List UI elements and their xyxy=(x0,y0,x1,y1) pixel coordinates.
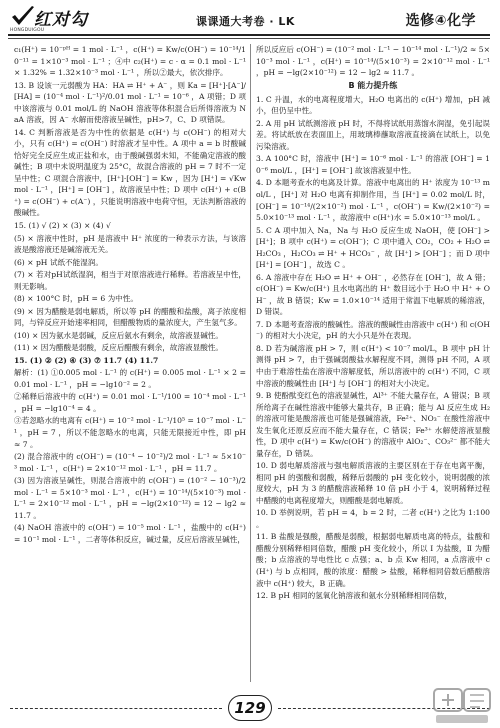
answer-15-ph: 15. (1) ② (2) ④ (3) ⑦ 11.7 (4) 11.7 xyxy=(14,355,159,365)
solution-1: 解析：(1) ①0.005 mol · L⁻¹ 的 c(H⁺) = 0.005 mol · L⁻¹ × 2 = 0.01 mol · L⁻¹ ，pH = −lg10⁻² = 2 。 xyxy=(14,368,246,389)
volume-title: 选修④化学 xyxy=(405,13,476,29)
page-number: 129 xyxy=(234,698,266,717)
answer-b10a: 10. D 弱电解质溶液与强电解质溶液的主要区别在于存在电离平衡，相同 pH 的强酸和弱酸，稀释后弱酸的 pH 变化较小，说明弱酸的浓度较大，pH 为 3 的醋酸溶液稀释 10 倍 pH 小于 4，说明稀释过程中醋酸的电离程度增大，则醋酸是弱电解质。 xyxy=(256,461,490,505)
column-divider xyxy=(250,44,251,682)
answer-b7: 7. D 本题考查溶液的酸碱性。溶液的酸碱性由溶液中 c(H⁺) 和 c(OH⁻) 的相对大小决定，pH 的大小只是外在表现。 xyxy=(256,319,490,341)
answer-13: 13. B 设该一元弱酸为 HA：HA ⇌ H⁺ + A⁻ ，则 Ka = [H⁺]·[A⁻]/[HA] = (10⁻⁴ mol · L⁻¹)²/0.01 mol · L⁻¹ = 10⁻⁶ ，A 项错；D 项中该溶液与 0.01 mol/L 的 NaOH 溶液等体积混合后所得溶液为 NaA 溶液，因 A⁻ 水解而使溶液呈碱性，pH>7，C、D 项错误。 xyxy=(14,80,246,125)
answer-b10b: 10. D 举例说明，若 pH = 4，b = 2 时，二者 c(H⁺) 之比为 1:100 。 xyxy=(256,508,490,529)
answer-b9: 9. B 使酚酞变红色的溶液显碱性，Al³⁺ 不能大量存在，A 错误；B 项所给离子在碱性溶液中能够大量共存，B 正确；能与 Al 反应生成 H₂ 的溶液可能是酸溶液也可能是强碱溶液，Fe²⁺、NO₃⁻ 在酸性溶液中发生氧化还原反应而不能大量存在，C 错误；Fe³⁺ 水解使溶液显酸性，D 项中 c(H⁺) = Kw/c(OH⁻) 的溶液中 AlO₂⁻、CO₃²⁻ 都不能大量存在，D 错误。 xyxy=(256,391,490,458)
checkmark-icon xyxy=(10,4,36,30)
answer-paragraph: c₁(H⁺) = 10⁻ᵖᴴ = 1 mol · L⁻¹ ，c(H⁺) = Kw/c(OH⁻) = 10⁻¹⁴/10⁻¹¹ = 1×10⁻³ mol · L⁻¹ ；④中 c₂(H⁺) = c · α = 0.1 mol · L⁻¹ × 1.32% = 1.32×10⁻³ mol · L⁻¹ ，所以②最大，依次排序。 xyxy=(14,45,246,78)
header-rule xyxy=(8,34,490,36)
answer-b2: 2. A 用 pH 试纸测溶液 pH 时，不得将试纸用蒸馏水润湿，免引起误差。将试纸放在表面皿上，用玻璃棒蘸取溶液直接滴在试纸上，以免污染溶液。 xyxy=(256,118,490,151)
answer-15-6: (6) × pH 试纸不能湿润。 xyxy=(14,257,103,267)
page-number-badge xyxy=(228,695,272,721)
logo-text: 红对勾 xyxy=(34,10,88,30)
answer-15-7: (7) × 若对pH试纸湿润，相当于对原溶液进行稀释。若溶液呈中性，则无影响。 xyxy=(14,270,246,291)
solution-6: (4) NaOH 溶液中的 c(OH⁻) = 10⁻⁵ mol · L⁻¹ ，盐酸中的 c(H⁺) = 10⁻¹ mol · L⁻¹ ，二者等体积反应，碱过量，反应后溶液呈碱性， xyxy=(14,523,246,544)
answer-15-11: (11) × 因为醋酸是弱酸，反应后醋酸有剩余，故溶液显酸性。 xyxy=(14,343,224,353)
answer-15-8: (8) × 100°C 时，pH = 6 为中性。 xyxy=(14,294,138,304)
watermark-logo-icon xyxy=(430,683,494,727)
solution-2: ②稀释后溶液中的 c(H⁺) = 0.01 mol · L⁻¹/100 = 10⁻⁴ mol · L⁻¹ ，pH = −lg10⁻⁴ = 4 。 xyxy=(14,392,246,413)
right-column xyxy=(256,44,490,684)
left-column xyxy=(14,44,246,684)
page-header xyxy=(0,0,500,40)
answer-b5: 5. C A 项中加入 Na，Na 与 H₂O 反应生成 NaOH，使 [OH⁻] > [H⁺]；B 项中 c(H⁺) = c(OH⁻)；C 项中通入 CO₂，CO₂ + H₂O ⇌ H₂CO₃ ，H₂CO₃ ⇌ H⁺ + HCO₃⁻ ，故 [H⁺] > [OH⁻] ；而 D 项中 [H⁺] = [OH⁻] ，故选 C 。 xyxy=(256,225,490,270)
footer-rule-left xyxy=(10,708,222,709)
logo-subtitle: HONGDUIGOU xyxy=(10,28,45,33)
solution-continued: 所以反应后 c(OH⁻) = (10⁻² mol · L⁻¹ − 10⁻¹⁴ mol · L⁻¹)/2 ≈ 5×10⁻³ mol · L⁻¹ ，c(H⁺) = 10⁻¹⁴/(5×10⁻³) = 2×10⁻¹² mol · L⁻¹ ，pH = −lg(2×10⁻¹²) = 12 − lg2 ≈ 11.7 。 xyxy=(256,45,490,78)
answer-15-judgement: 15. (1) √ (2) × (3) × (4) √ xyxy=(14,220,111,230)
page-footer xyxy=(0,690,500,728)
answer-15-9: (9) × 因为醋酸是弱电解质，所以等 pH 的醋酸和盐酸，离子浓度相同，与锌反应开始速率相同，但醋酸物质的量浓度大，产生氢气多。 xyxy=(14,306,246,328)
answer-15-10: (10) × 因为氨水是弱碱，反应后氨水有剩余，故溶液显碱性。 xyxy=(14,330,224,340)
answer-b11: 11. B 盐酸是强酸，醋酸是弱酸，根据弱电解质电离的特点，盐酸和醋酸分别稀释相同倍数，醋酸 pH 变化较小，所以 I 为盐酸，Ⅱ 为醋酸；b 点溶液的导电性比 c 点强；a、b 点 Kw 相同，a 点溶液中 c(H⁺) 与 b 点相同，酸的浓度：醋酸 > 盐酸，稀释相同倍数后醋酸溶液中 c(H⁺) 较大，B 正确。 xyxy=(256,532,490,588)
header-rule-thin xyxy=(8,38,490,39)
answer-b12: 12. B pH 相同的氢氧化钠溶液和氨水分别稀释相同倍数， xyxy=(256,591,452,601)
series-title: 课课通大考卷 · LK xyxy=(196,15,295,28)
answer-b6: 6. A 溶液中存在 H₂O ⇌ H⁺ + OH⁻ ，必然存在 [OH⁻]，故 A 错；c(OH⁻) = Kw/c(H⁺) 且水电离出的 H⁺ 数目远小于 H₂O 中 H⁺ + OH⁻ ，故 B 错误；Kw = 1.0×10⁻¹⁴ 适用于常温下电解质的稀溶液，D 错误。 xyxy=(256,272,490,317)
publisher-logo xyxy=(8,4,108,36)
answer-b1: 1. C 升温，水的电离程度增大，H₂O 电离出的 c(H⁺) 增加，pH 减小，但仍呈中性。 xyxy=(256,94,490,116)
answer-b8: 8. D 若为碱溶液 pH > 7，则 c(H⁺) < 10⁻⁷ mol/L，B 项中 pH 计测得 pH > 7，由于强碱弱酸盐水解程度不同，测得 pH 不同，A 项中由于难溶性盐在溶液中溶解度低，所以溶液中的 c(H⁺) 不同，C 项中溶液的酸碱性由 [H⁺] 与 [OH⁻] 的相对大小决定。 xyxy=(256,343,490,388)
section-heading: B 能力提升练 xyxy=(348,80,398,90)
answer-15-5: (5) × 溶液中性时，pH 是溶液中 H⁺ 浓度的一种表示方法，与该溶液是酸溶液还是碱溶液无关。 xyxy=(14,233,246,255)
solution-4: (2) 混合溶液中的 c(OH⁻) = (10⁻⁴ − 10⁻²)/2 mol · L⁻¹ ≈ 5×10⁻³ mol · L⁻¹ ，c(H⁺) = 2×10⁻¹² mol · L⁻¹ ，pH = 11.7 。 xyxy=(14,452,246,473)
solution-3: ③若忽略水的电离有 c(H⁺) = 10⁻² mol · L⁻¹/10⁵ = 10⁻⁷ mol · L⁻¹ ，pH = 7 ，所以不能忽略水的电离，只能无限接近中性，即 pH ≈ 7 。 xyxy=(14,416,246,449)
answer-b4: 4. D 本题考查水的电离及计算。溶液中电离出的 H⁺ 浓度为 10⁻¹³ mol/L ，[H⁺] 对 H₂O 电离有抑制作用，当 [H⁺] = 0.02 mol/L 时，[OH⁻] = 10⁻¹⁴/(2×10⁻²) mol · L⁻¹ ，c(OH⁻) = Kw/(2×10⁻²) = 5.0×10⁻¹³ mol · L⁻¹ ，故溶液中 c(H⁺)水 = 5.0×10⁻¹³ mol/L 。 xyxy=(256,178,490,223)
answer-b3: 3. A 100°C 时，溶液中 [H⁺] = 10⁻⁶ mol · L⁻¹ 的溶液 [OH⁻] = 10⁻⁶ mol/L ，[H⁺] = [OH⁻] 故该溶液显中性。 xyxy=(256,154,490,175)
answer-14: 14. C 判断溶液是否为中性的依据是 c(H⁺) 与 c(OH⁻) 的相对大小，只有 c(H⁺) = c(OH⁻) 时溶液才呈中性。A 项中 a = b 时酸碱恰好完全反应生成正盐和水，由于酸碱强弱未知，不能确定溶液的酸碱性；B 项中未说明温度为 25°C，故混合溶液的 pH = 7 时不一定呈中性；C 项混合溶液中，[H⁺]·[OH⁻] = Kw ，因为 [H⁺] = √Kw mol · L⁻¹ ，[H⁺] = [OH⁻] ，故溶液呈中性；D 项中 c(H⁺) + c(B⁺) = c(OH⁻) + c(A⁻) ，只能说明溶液中电荷守恒，无法判断溶液的酸碱性。 xyxy=(14,127,246,218)
solution-5: (3) 因为溶液呈碱性，则混合溶液中的 c(OH⁻) = (10⁻² − 10⁻³)/2 mol · L⁻¹ = 5×10⁻³ mol · L⁻¹ ，c(H⁺) = 10⁻¹⁴/(5×10⁻³) mol · L⁻¹ = 2×10⁻¹² mol · L⁻¹ ，pH = −lg(2×10⁻¹²) = 12 − lg2 ≈ 11.7 。 xyxy=(14,476,246,520)
